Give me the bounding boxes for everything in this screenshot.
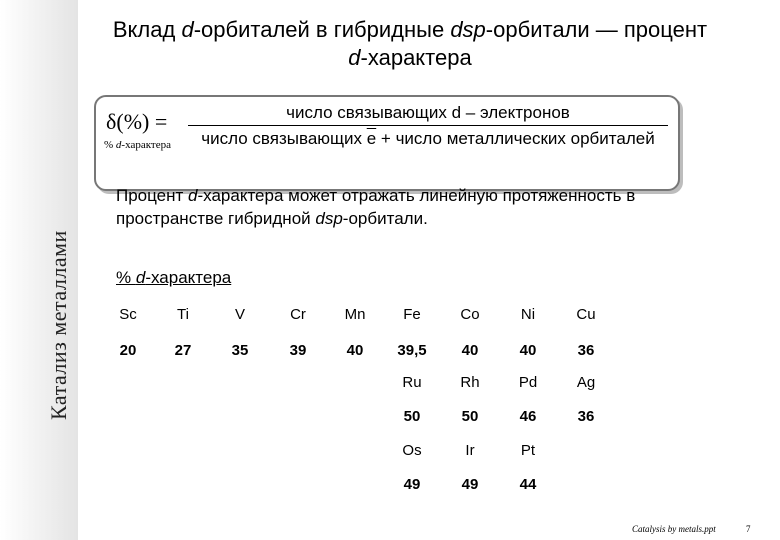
d-character-value: 40 (461, 342, 479, 359)
element-symbol: Co (460, 306, 480, 323)
d-character-value: 49 (461, 476, 479, 493)
description-text: dsp (315, 209, 343, 228)
formula-numerator: число связывающих d – электронов (286, 103, 570, 122)
d-character-value: 49 (403, 476, 421, 493)
title-text: d (181, 17, 194, 42)
d-character-value: 36 (577, 342, 595, 359)
d-character-value: 40 (346, 342, 364, 359)
description (116, 184, 746, 230)
formula-fraction (184, 103, 672, 149)
formula-subscript (104, 139, 171, 151)
d-character-value: 39,5 (397, 342, 427, 359)
element-symbol: Mn (344, 306, 366, 323)
element-symbol: Cu (576, 306, 596, 323)
element-symbol: Ir (465, 442, 475, 459)
denominator-text: число связывающих (201, 129, 367, 148)
table-heading (116, 268, 231, 288)
d-character-value: 35 (231, 342, 249, 359)
element-symbol: Ru (402, 374, 422, 391)
element-symbol: Cr (290, 306, 306, 323)
title-text: Вклад (112, 17, 182, 42)
subscript-text: d (115, 139, 122, 151)
description-text: d (188, 186, 198, 205)
element-symbol: Ni (520, 306, 536, 323)
d-character-value: 50 (403, 408, 421, 425)
d-character-value: 44 (519, 476, 537, 493)
element-symbol: Fe (403, 306, 421, 323)
element-symbol: Rh (460, 374, 480, 391)
d-character-value: 20 (119, 342, 137, 359)
title-text: -орбитали — процент (485, 17, 708, 42)
d-character-value: 40 (519, 342, 537, 359)
formula-box (94, 95, 680, 191)
footer-filename: Catalysis by metals.ppt (632, 524, 716, 534)
element-symbol: Os (402, 442, 422, 459)
d-character-value: 27 (174, 342, 192, 359)
heading-text: % (116, 268, 136, 287)
d-character-value: 39 (289, 342, 307, 359)
subscript-text: -характера (121, 139, 171, 151)
description-text: Процент (116, 186, 189, 205)
description-text: -орбитали. (342, 209, 428, 228)
element-symbol: Pt (520, 442, 536, 459)
formula-lhs: δ(%) = (106, 109, 168, 134)
slide-title (60, 16, 760, 72)
formula-denominator (184, 126, 672, 149)
d-character-value: 46 (519, 408, 537, 425)
d-character-value: 36 (577, 408, 595, 425)
subscript-text: % (104, 139, 116, 151)
element-symbol: Ag (576, 374, 596, 391)
electron-symbol: $\overline{e}$ (366, 129, 377, 148)
title-text: -орбиталей в гибридные (193, 17, 451, 42)
d-character-value: 50 (461, 408, 479, 425)
sidebar-label: Катализ металлами (46, 230, 71, 420)
heading-text: d (135, 268, 146, 287)
element-symbol: Pd (518, 374, 538, 391)
heading-text: -характера (145, 268, 232, 287)
element-symbol: Ti (177, 306, 189, 323)
title-text: dsp (450, 17, 486, 42)
element-symbol: V (234, 306, 245, 323)
denominator-text: + число металлических орбиталей (376, 129, 655, 148)
element-symbol: Sc (119, 306, 137, 323)
title-text: d (348, 45, 361, 70)
description-text: -характера может отражать линейную протяженность в пространстве гибридной (116, 186, 636, 228)
page-number: 7 (746, 524, 751, 534)
title-text: -характера (360, 45, 472, 70)
